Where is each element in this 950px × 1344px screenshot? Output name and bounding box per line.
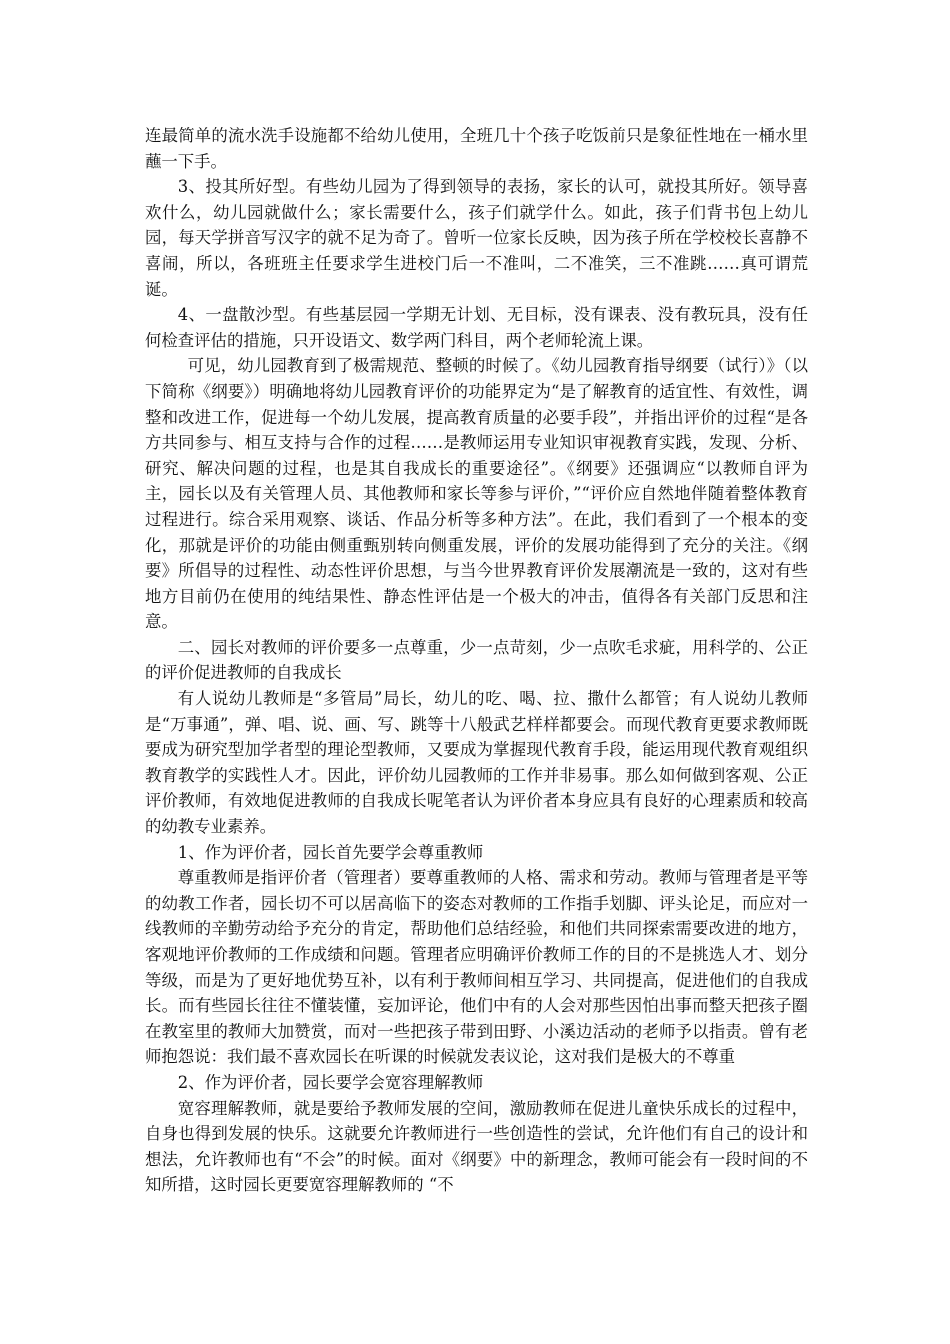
paragraph-respect: 尊重教师是指评价者（管理者）要尊重教师的人格、需求和劳动。教师与管理者是平等的幼教工作者，园长切不可以居高临下的姿态对教师的工作指手划脚、评头论足，而应对一线教师的辛勤劳动给予充分的肯定，帮助他们总结经验，和他们共同探索需要改进的地方，客观地评价教师的工作成绩和问题。管理者应明确评价教师工作的目的不是挑选人才、划分等级，而是为了更好地优势互补，以有利于教师间相互学习、共同提高，促进他们的自我成长。而有些园长往往不懂装懂，妄加评论，他们中有的人会对那些因怕出事而整天把孩子圈在教室里的教师大加赞赏，而对一些把孩子带到田野、小溪边活动的老师予以指责。曾有老师抱怨说：我们最不喜欢园长在听课的时候就发表议论，这对我们是极大的不尊重 [145,868,808,1067]
subheading-respect: 1、作为评价者，园长首先要学会尊重教师 [177,842,484,862]
section-heading-two: 二、园长对教师的评价要多一点尊重，少一点苛刻，少一点吹毛求疵，用科学的、公正的评价促进教师的自我成长 [145,637,808,683]
paragraph-tolerance: 宽容理解教师，就是要给予教师发展的空间，激励教师在促进儿童快乐成长的过程中，自身也得到发展的快乐。这就要允许教师进行一些创造性的尝试，允许他们有自己的设计和想法，允许教师也有“不会”的时候。面对《纲要》中的新理念，教师可能会有一段时间的不知所措，这时园长更要宽容理解教师的 “不 [145,1098,808,1195]
paragraph-type-3: 3、投其所好型。有些幼儿园为了得到领导的表扬，家长的认可，就投其所好。领导喜欢什么，幼儿园就做什么；家长需要什么，孩子们就学什么。如此，孩子们背书包上幼儿园，每天学拼音写汉字的就不足为奇了。曾听一位家长反映，因为孩子所在学校校长喜静不喜闹，所以，各班班主任要求学生进校门后一不准叫，二不准笑，三不准跳……真可谓荒诞。 [145,177,808,299]
paragraph-type-4: 4、一盘散沙型。有些基层园一学期无计划、无目标，没有课表、没有教玩具，没有任何检查评估的措施，只开设语文、数学两门科目，两个老师轮流上课。 [145,305,808,350]
paragraph-continuation: 连最简单的流水洗手设施都不给幼儿使用，全班几十个孩子吃饭前只是象征性地在一桶水里蘸一下手。 [145,126,808,171]
document-page [145,123,808,1198]
subheading-tolerance: 2、作为评价者，园长要学会宽容理解教师 [177,1072,484,1092]
paragraph-guideline: 可见，幼儿园教育到了极需规范、整顿的时候了。《幼儿园教育指导纲要（试行）》（以下简称《纲要》）明确地将幼儿园教育评价的功能界定为“是了解教育的适宜性、有效性，调整和改进工作，促进每一个幼儿发展，提高教育质量的必要手段”，并指出评价的过程“是各方共同参与、相互支持与合作的过程……是教师运用专业知识审视教育实践，发现、分析、研究、解决问题的过程，也是其自我成长的重要途径”。《纲要》还强调应“以教师自评为主，园长以及有关管理人员、其他教师和家长等参与评价，”“评价应自然地伴随着整体教育过程进行。综合采用观察、谈话、作品分析等多种方法”。在此，我们看到了一个根本的变化，那就是评价的功能由侧重甄别转向侧重发展，评价的发展功能得到了充分的关注。《纲要》所倡导的过程性、动态性评价思想，与当今世界教育评价发展潮流是一致的，这对有些地方目前仍在使用的纯结果性、静态性评估是一个极大的冲击，值得各有关部门反思和注意。 [145,356,808,632]
paragraph-teacher-role: 有人说幼儿教师是“多管局”局长，幼儿的吃、喝、拉、撒什么都管；有人说幼儿教师是“万事通”，弹、唱、说、画、写、跳等十八般武艺样样都要会。而现代教育更要求教师既要成为研究型加学者型的理论型教师，又要成为掌握现代教育手段，能运用现代教育观组织教育教学的实践性人才。因此，评价幼儿园教师的工作并非易事。那么如何做到客观、公正评价教师，有效地促进教师的自我成长呢笔者认为评价者本身应具有良好的心理素质和较高的幼教专业素养。 [145,689,808,837]
